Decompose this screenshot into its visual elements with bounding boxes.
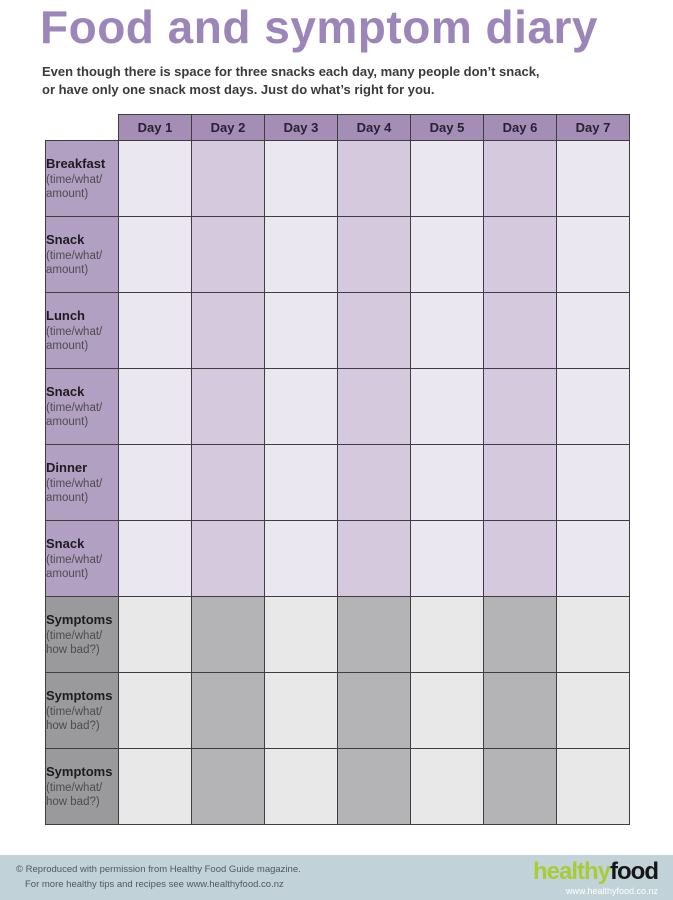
cell-dinner-day7[interactable]	[557, 445, 630, 521]
day-header-2: Day 2	[192, 115, 265, 141]
row-label-snack-1	[46, 217, 119, 293]
row-sub: (time/what/	[46, 553, 103, 566]
cell-breakfast-day7[interactable]	[557, 141, 630, 217]
logo-healthy-text: healthy	[532, 857, 611, 885]
table-row-snack-3	[46, 521, 630, 597]
row-label-symptoms-1	[46, 597, 119, 673]
cell-snack-2-day5[interactable]	[411, 369, 484, 445]
page-title: Food and symptom diary	[40, 1, 598, 53]
cell-symptoms-1-day4[interactable]	[338, 597, 411, 673]
footer-bar	[0, 855, 673, 900]
cell-symptoms-3-day6[interactable]	[484, 749, 557, 825]
day-header-row	[46, 115, 630, 141]
cell-snack-3-day1[interactable]	[119, 521, 192, 597]
row-name: Breakfast	[46, 155, 106, 171]
day-header-3: Day 3	[265, 115, 338, 141]
row-name: Symptoms	[46, 611, 113, 627]
row-label-symptoms-3	[46, 749, 119, 825]
row-sub: (time/what/	[46, 249, 103, 262]
cell-breakfast-day2[interactable]	[192, 141, 265, 217]
day-header-6: Day 6	[484, 115, 557, 141]
cell-symptoms-1-day5[interactable]	[411, 597, 484, 673]
cell-breakfast-day1[interactable]	[119, 141, 192, 217]
row-name: Snack	[46, 535, 85, 551]
cell-symptoms-1-day2[interactable]	[192, 597, 265, 673]
cell-snack-1-day4[interactable]	[338, 217, 411, 293]
cell-lunch-day5[interactable]	[411, 293, 484, 369]
cell-symptoms-1-day3[interactable]	[265, 597, 338, 673]
table-row-snack-1	[46, 217, 630, 293]
table-row-breakfast	[46, 141, 630, 217]
cell-snack-1-day2[interactable]	[192, 217, 265, 293]
logo-food-text: food	[610, 857, 658, 885]
credit-text	[16, 863, 301, 892]
cell-dinner-day4[interactable]	[338, 445, 411, 521]
food-symptom-diary-table	[45, 114, 630, 825]
row-label-snack-3	[46, 521, 119, 597]
day-header-5: Day 5	[411, 115, 484, 141]
cell-snack-1-day1[interactable]	[119, 217, 192, 293]
day-header-1: Day 1	[119, 115, 192, 141]
cell-symptoms-2-day4[interactable]	[338, 673, 411, 749]
cell-snack-2-day1[interactable]	[119, 369, 192, 445]
cell-snack-3-day6[interactable]	[484, 521, 557, 597]
cell-symptoms-1-day7[interactable]	[557, 597, 630, 673]
cell-snack-1-day7[interactable]	[557, 217, 630, 293]
cell-symptoms-3-day1[interactable]	[119, 749, 192, 825]
row-label-symptoms-2	[46, 673, 119, 749]
cell-dinner-day1[interactable]	[119, 445, 192, 521]
cell-lunch-day3[interactable]	[265, 293, 338, 369]
cell-snack-2-day3[interactable]	[265, 369, 338, 445]
table-row-snack-2	[46, 369, 630, 445]
cell-snack-2-day6[interactable]	[484, 369, 557, 445]
cell-snack-1-day3[interactable]	[265, 217, 338, 293]
row-name: Snack	[46, 383, 85, 399]
row-name: Lunch	[46, 307, 85, 323]
cell-symptoms-2-day5[interactable]	[411, 673, 484, 749]
cell-breakfast-day4[interactable]	[338, 141, 411, 217]
credit-line-2: For more healthy tips and recipes see www.healthyfood.co.nz	[25, 878, 284, 890]
cell-snack-1-day5[interactable]	[411, 217, 484, 293]
cell-snack-3-day3[interactable]	[265, 521, 338, 597]
cell-lunch-day4[interactable]	[338, 293, 411, 369]
row-sub: (time/what/	[46, 629, 103, 642]
cell-symptoms-2-day2[interactable]	[192, 673, 265, 749]
cell-symptoms-3-day2[interactable]	[192, 749, 265, 825]
cell-symptoms-3-day7[interactable]	[557, 749, 630, 825]
cell-snack-2-day4[interactable]	[338, 369, 411, 445]
cell-symptoms-3-day5[interactable]	[411, 749, 484, 825]
corner-cell	[46, 115, 119, 141]
cell-dinner-day3[interactable]	[265, 445, 338, 521]
cell-lunch-day1[interactable]	[119, 293, 192, 369]
row-sub: amount)	[46, 264, 89, 276]
table-row-lunch	[46, 293, 630, 369]
cell-symptoms-3-day3[interactable]	[265, 749, 338, 825]
cell-snack-3-day2[interactable]	[192, 521, 265, 597]
intro-text-line-1: Even though there is space for three snacks each day, many people don’t snack,	[42, 64, 540, 79]
day-header-4: Day 4	[338, 115, 411, 141]
table-row-symptoms-2	[46, 673, 630, 749]
healthyfood-logo	[532, 857, 658, 885]
cell-snack-1-day6[interactable]	[484, 217, 557, 293]
row-sub: (time/what/	[46, 781, 103, 794]
row-sub: (time/what/	[46, 401, 103, 414]
row-sub: (time/what/	[46, 173, 103, 186]
row-sub: how bad?)	[46, 796, 100, 808]
row-sub: amount)	[46, 340, 89, 352]
cell-snack-3-day7[interactable]	[557, 521, 630, 597]
row-name: Symptoms	[46, 763, 113, 779]
credit-line-1: © Reproduced with permission from Healthy Food Guide magazine.	[16, 864, 301, 876]
row-label-dinner	[46, 445, 119, 521]
row-label-breakfast	[46, 141, 119, 217]
row-sub: how bad?)	[46, 720, 100, 732]
row-sub: (time/what/	[46, 477, 103, 490]
cell-snack-3-day5[interactable]	[411, 521, 484, 597]
cell-symptoms-2-day1[interactable]	[119, 673, 192, 749]
intro-text	[42, 63, 540, 99]
cell-symptoms-2-day6[interactable]	[484, 673, 557, 749]
row-sub: amount)	[46, 568, 89, 580]
row-label-snack-2	[46, 369, 119, 445]
table-row-symptoms-1	[46, 597, 630, 673]
row-sub: how bad?)	[46, 644, 100, 656]
cell-breakfast-day3[interactable]	[265, 141, 338, 217]
cell-lunch-day2[interactable]	[192, 293, 265, 369]
row-label-lunch	[46, 293, 119, 369]
row-sub: (time/what/	[46, 325, 103, 338]
row-name: Symptoms	[46, 687, 113, 703]
row-name: Snack	[46, 231, 85, 247]
row-name: Dinner	[46, 459, 88, 475]
logo-url: www.healthyfood.co.nz	[565, 885, 658, 896]
cell-breakfast-day5[interactable]	[411, 141, 484, 217]
day-header-7: Day 7	[557, 115, 630, 141]
cell-dinner-day2[interactable]	[192, 445, 265, 521]
cell-symptoms-2-day7[interactable]	[557, 673, 630, 749]
cell-lunch-day6[interactable]	[484, 293, 557, 369]
intro-text-line-2: or have only one snack most days. Just do what’s right for you.	[42, 82, 435, 98]
row-sub: amount)	[46, 492, 89, 504]
cell-lunch-day7[interactable]	[557, 293, 630, 369]
cell-snack-2-day2[interactable]	[192, 369, 265, 445]
cell-snack-2-day7[interactable]	[557, 369, 630, 445]
cell-dinner-day5[interactable]	[411, 445, 484, 521]
cell-symptoms-1-day6[interactable]	[484, 597, 557, 673]
row-sub: amount)	[46, 188, 89, 200]
table-row-symptoms-3	[46, 749, 630, 825]
cell-breakfast-day6[interactable]	[484, 141, 557, 217]
cell-dinner-day6[interactable]	[484, 445, 557, 521]
cell-symptoms-1-day1[interactable]	[119, 597, 192, 673]
table-row-dinner	[46, 445, 630, 521]
logo-block	[532, 857, 658, 896]
cell-symptoms-2-day3[interactable]	[265, 673, 338, 749]
cell-symptoms-3-day4[interactable]	[338, 749, 411, 825]
row-sub: (time/what/	[46, 705, 103, 718]
cell-snack-3-day4[interactable]	[338, 521, 411, 597]
row-sub: amount)	[46, 416, 89, 428]
